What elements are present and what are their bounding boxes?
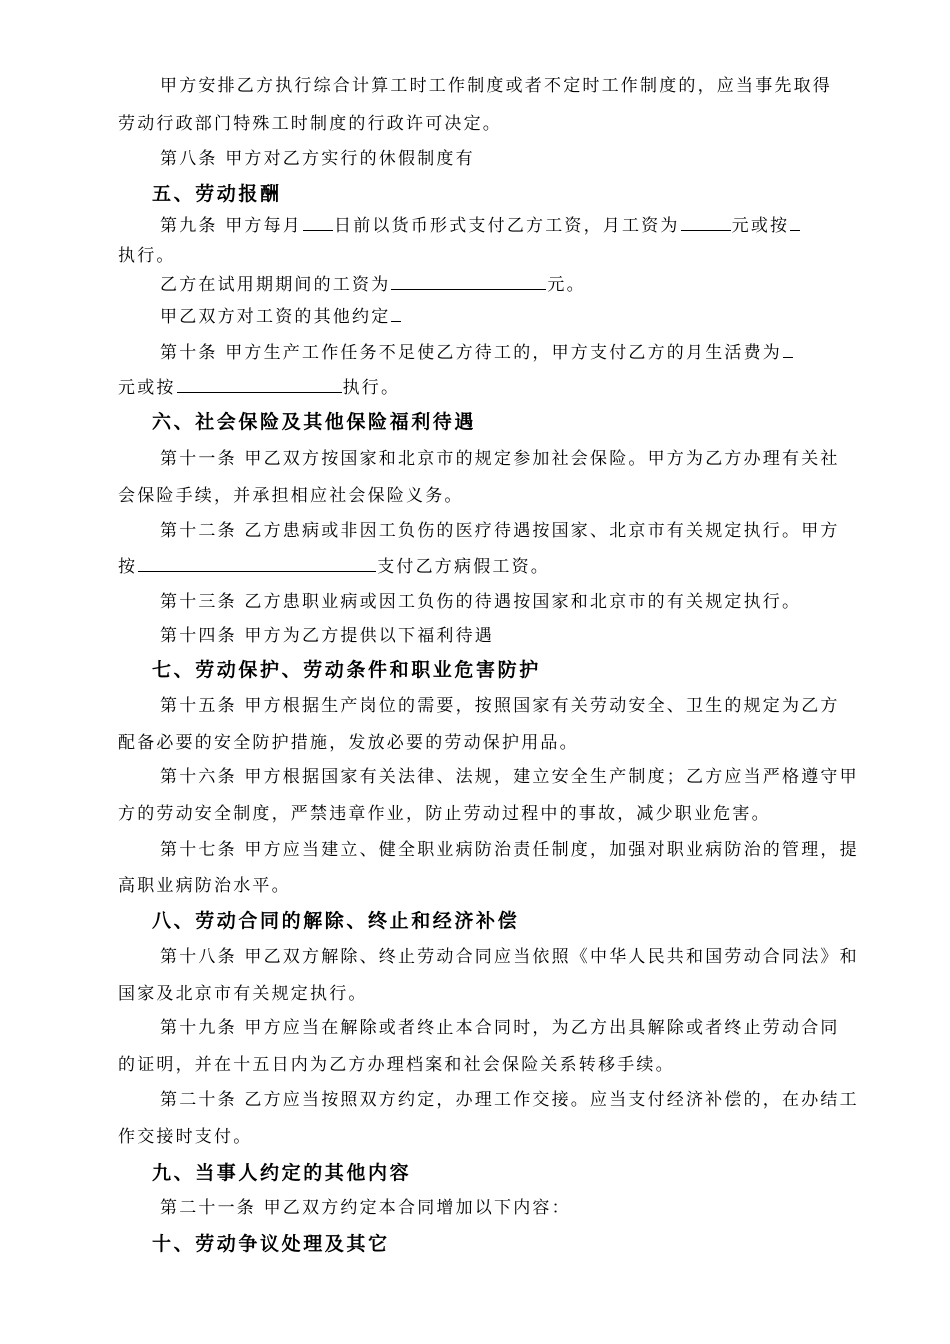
article-11: 第十一条 甲乙双方按国家和北京市的规定参加社会保险。甲方为乙方办理有关社: [160, 449, 840, 469]
article-12-cont-b: 支付乙方病假工资。: [377, 557, 551, 577]
section-heading-6: 六、社会保险及其他保险福利待遇: [152, 411, 477, 433]
article-21: 第二十一条 甲乙双方约定本合同增加以下内容：: [160, 1198, 571, 1218]
wage-method-blank: [790, 214, 800, 231]
other-wage-agreement-label: 甲乙双方对工资的其他约定: [160, 307, 391, 327]
article-10-text: 第十条 甲方生产工作任务不足使乙方待工的，甲方支付乙方的月生活费为: [160, 343, 783, 363]
other-wage-agreement: [160, 305, 402, 329]
article-9-part-b: 日前以货币形式支付乙方工资，月工资为: [334, 216, 680, 236]
article-18: 第十八条 甲乙双方解除、终止劳动合同应当依照《中华人民共和国劳动合同法》和: [160, 947, 859, 967]
paragraph-line: 执行。: [118, 246, 176, 266]
paragraph-line: 配备必要的安全防护措施，发放必要的劳动保护用品。: [118, 733, 579, 753]
article-10-cont: [118, 376, 400, 400]
article-9: [160, 214, 801, 238]
paragraph-line: 高职业病防治水平。: [118, 876, 291, 896]
article-20: 第二十条 乙方应当按照双方约定，办理工作交接。应当支付经济补偿的，在办结工: [160, 1090, 859, 1110]
article-9-part-a: 第九条 甲方每月: [160, 216, 303, 236]
paragraph-line: 国家及北京市有关规定执行。: [118, 984, 368, 1004]
article-14: 第十四条 甲方为乙方提供以下福利待遇: [160, 626, 495, 646]
article-16: 第十六条 甲方根据国家有关法律、法规，建立安全生产制度；乙方应当严格遵守甲: [160, 767, 859, 787]
article-10-cont-b: 执行。: [342, 378, 401, 398]
article-12-cont-a: 按: [118, 557, 138, 577]
monthly-wage-blank: [681, 214, 731, 231]
section-heading-7: 七、劳动保护、劳动条件和职业危害防护: [152, 659, 541, 681]
living-allowance-blank: [783, 341, 793, 358]
probation-wage-unit: 元。: [547, 275, 586, 295]
section-heading-10: 十、劳动争议处理及其它: [152, 1233, 390, 1255]
other-wage-blank: [391, 305, 401, 322]
article-9-part-c: 元或按: [731, 216, 790, 236]
paragraph-line: 劳动行政部门特殊工时制度的行政许可决定。: [118, 114, 502, 134]
article-10-cont-a: 元或按: [118, 378, 176, 398]
article-10: [160, 341, 794, 365]
section-heading-8: 八、劳动合同的解除、终止和经济补偿: [152, 910, 520, 932]
article-8: 第八条 甲方对乙方实行的休假制度有: [160, 149, 475, 169]
article-15: 第十五条 甲方根据生产岗位的需要，按照国家有关劳动安全、卫生的规定为乙方: [160, 696, 840, 716]
living-allowance-method-blank: [177, 376, 342, 393]
article-12: 第十二条 乙方患病或非因工负伤的医疗待遇按国家、北京市有关规定执行。甲方: [160, 521, 840, 541]
probation-wage-label: 乙方在试用期期间的工资为: [160, 275, 391, 295]
article-17: 第十七条 甲方应当建立、健全职业病防治责任制度，加强对职业病防治的管理，提: [160, 840, 859, 860]
article-19: 第十九条 甲方应当在解除或者终止本合同时，为乙方出具解除或者终止劳动合同: [160, 1018, 840, 1038]
probation-wage-blank: [391, 273, 546, 290]
paragraph-line: 的证明，并在十五日内为乙方办理档案和社会保险关系转移手续。: [118, 1055, 675, 1075]
probation-wage: [160, 273, 586, 297]
paragraph-line: 会保险手续，并承担相应社会保险义务。: [118, 486, 464, 506]
pay-day-blank: [303, 214, 333, 231]
section-heading-5: 五、劳动报酬: [152, 183, 282, 205]
paragraph-line: 作交接时支付。: [118, 1127, 253, 1147]
section-heading-9: 九、当事人约定的其他内容: [152, 1162, 412, 1184]
article-12-cont: [118, 555, 550, 579]
article-13: 第十三条 乙方患职业病或因工负伤的待遇按国家和北京市的有关规定执行。: [160, 592, 802, 612]
sick-pay-blank: [138, 555, 376, 572]
paragraph-line: 方的劳动安全制度，严禁违章作业，防止劳动过程中的事故，减少职业危害。: [118, 804, 771, 824]
paragraph-line: 甲方安排乙方执行综合计算工时工作制度或者不定时工作制度的，应当事先取得: [160, 76, 832, 96]
